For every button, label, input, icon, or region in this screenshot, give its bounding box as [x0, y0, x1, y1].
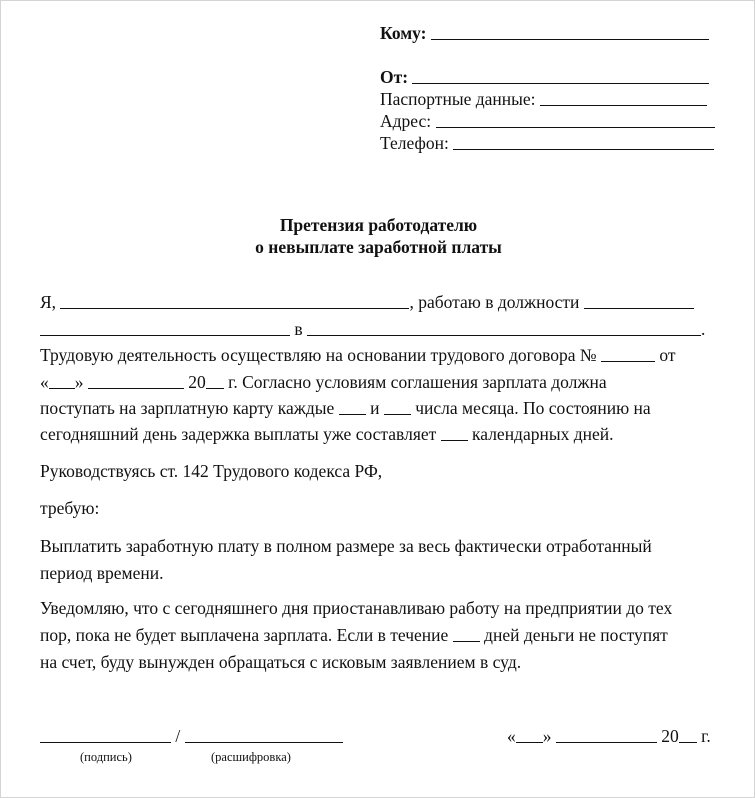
p1-text-a: Трудовую деятельность осуществляю на основании трудового договора № [40, 345, 597, 365]
contract-year-field[interactable] [206, 372, 224, 389]
quote-close: » [74, 372, 84, 392]
contract-number-field[interactable] [601, 345, 655, 362]
date-year-suffix: г. [701, 726, 711, 746]
p1-line-4 [40, 423, 614, 445]
contract-month-field[interactable] [88, 372, 184, 389]
to-row [380, 22, 709, 44]
address-row [380, 110, 715, 132]
p1-text-f: и [370, 398, 380, 418]
intro-line-1 [40, 291, 694, 313]
company-field[interactable] [307, 319, 701, 336]
year-prefix: 20 [188, 372, 206, 392]
p5-line-3: на счет, буду вынужден обращаться с исковым заявлением в суд. [40, 652, 522, 672]
intro-in: в [294, 319, 303, 339]
p1-line-2 [40, 371, 607, 393]
from-row [380, 66, 709, 88]
p5-line-1: Уведомляю, что с сегодняшнего дня приостанавливаю работу на предприятии до тех [40, 598, 673, 618]
p1-text-g: числа месяца. По состоянию на [415, 398, 651, 418]
transcript-caption: (расшифровка) [211, 750, 291, 764]
p1-line-3 [40, 397, 651, 419]
phone-label: Телефон: [380, 133, 449, 153]
intro-line-2 [40, 318, 705, 340]
to-field[interactable] [431, 23, 709, 40]
deadline-days-field[interactable] [453, 625, 480, 642]
signature-row [40, 725, 343, 747]
slash-separator: / [175, 726, 181, 746]
date-year-prefix: 20 [661, 726, 679, 746]
p1-text-i: календарных дней. [472, 424, 614, 444]
delay-days-field[interactable] [441, 424, 468, 441]
p1-text-h: сегодняшний день задержка выплаты уже составляет [40, 424, 437, 444]
transcript-field[interactable] [185, 726, 343, 743]
p4-line-1: Выплатить заработную плату в полном размере за весь фактически отработанный [40, 536, 652, 556]
pay-day-1-field[interactable] [339, 398, 366, 415]
phone-row [380, 132, 714, 154]
p5-text-a: пор, пока не будет выплачена зарплата. Если в течение [40, 625, 449, 645]
contract-day-field[interactable] [49, 372, 75, 389]
p4-line-2: период времени. [40, 563, 164, 583]
document-title-line-2: о невыплате заработной платы [255, 237, 502, 257]
p5-line-2 [40, 624, 668, 646]
intro-prefix: Я, [40, 292, 57, 312]
position-field[interactable] [584, 292, 694, 309]
passport-row [380, 88, 707, 110]
passport-label: Паспортные данные: [380, 89, 536, 109]
intro-end: . [701, 319, 706, 339]
from-label: От: [380, 67, 409, 87]
from-field[interactable] [412, 67, 709, 84]
address-field[interactable] [436, 111, 715, 128]
quote-open: « [40, 372, 49, 392]
signature-caption: (подпись) [80, 750, 132, 764]
address-label: Адрес: [380, 111, 432, 131]
signature-field[interactable] [40, 726, 171, 743]
p1-text-b: от [659, 345, 676, 365]
date-month-field[interactable] [556, 726, 657, 743]
document-title-line-1: Претензия работодателю [279, 215, 478, 235]
date-row [507, 725, 711, 747]
p1-text-e: поступать на зарплатную карту каждые [40, 398, 335, 418]
date-day-field[interactable] [516, 726, 543, 743]
legal-basis-line: Руководствуясь ст. 142 Трудового кодекса РФ, [40, 461, 383, 481]
position-field-cont[interactable] [40, 319, 290, 336]
pay-day-2-field[interactable] [384, 398, 411, 415]
intro-mid: , работаю в должности [409, 292, 580, 312]
demand-line: требую: [40, 498, 100, 518]
full-name-field[interactable] [60, 292, 409, 309]
p1-text-d: г. Согласно условиям соглашения зарплата должна [228, 372, 607, 392]
to-label: Кому: [380, 23, 427, 43]
p5-text-b: дней деньги не поступят [484, 625, 668, 645]
p1-line-1 [40, 344, 676, 366]
date-year-field[interactable] [679, 726, 697, 743]
date-quote-close: » [542, 726, 552, 746]
passport-field[interactable] [540, 89, 707, 106]
date-quote-open: « [507, 726, 516, 746]
phone-field[interactable] [453, 133, 714, 150]
